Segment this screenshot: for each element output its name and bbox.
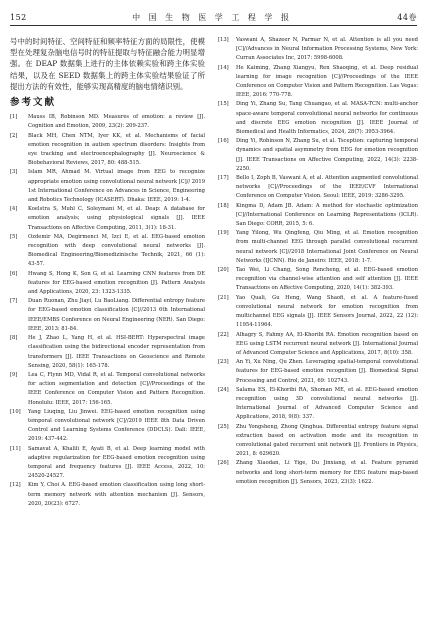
header-rule [10, 25, 417, 26]
reference-item [218, 100, 418, 137]
reference-number: [17] [218, 175, 229, 182]
reference-number: [18] [218, 202, 229, 209]
reference-item [218, 36, 418, 64]
reference-text: Samavat A, Khalili E, Ayati B, et al. Deep learning model with adaptive regularization for EEG-based emotion recognition using temporal and frequency features [J]. IEEE Access, 2022, 10: 24520-24527. [28, 445, 205, 480]
reference-item [10, 481, 205, 509]
reference-number: [16] [218, 138, 229, 145]
reference-item [218, 423, 418, 460]
conclusion-paragraph: 号中的时间特征、空间特征和频率特征方面的局限性，使模型在处理复杂脑电信号时的特征提取与特征融合能力明显增强。在 DEAP 数据集上进行的主体依赖实验和跨主体实验结果，以及在 SEED 数据集上的跨主体实验结果验证了所提出方法的有效性，能够实现高精度的脑电情绪识别。 [10, 37, 205, 91]
reference-text: Hwang S, Hong K, Son G, et al. Learning CNN features from DE features for EEG-based emotion recognition [J]. Pattern Analysis and Applications, 2020, 23: 1323-1335. [28, 270, 205, 296]
page-number: 152 [10, 12, 27, 22]
reference-text: Koelstra S, Muhl C, Soleymani M, et al. Deap: A database for emotion analysis; using physiological signals [J]. IEEE Transactions on Affective Computing, 2011, 3(1): 18-31. [28, 206, 205, 231]
reference-text: Kingma D, Adam JB. Adam: A method for stochastic optimization [C]//International Conference on Learning Representations (ICLR). San Diego: CORR, 2015, 5: 6. [236, 202, 418, 228]
reference-number: [9] [10, 371, 18, 378]
reference-number: [7] [10, 298, 18, 305]
reference-number: [25] [218, 423, 229, 430]
reference-number: [24] [218, 386, 229, 393]
reference-text: Yang Yilong, Wu Qingfeng, Qiu Ming, et al. Emotion recognition from multi-channel EEG through parallel convolutional recurrent neural network [C]//2018 International Joint Conference on Neural Networks (IJCNN). Rio de Janeiro: IEEE, 2018: 1-7. [236, 230, 418, 264]
reference-item [10, 205, 205, 233]
reference-text: Zhu Yongsheng, Zhong Qinghua. Differential entropy feature signal extraction based on activation mode and its recognition in convolutional gated recurrent unit network [J]. Frontiers in Physics, 2021, 8: 629620. [236, 423, 418, 458]
reference-item [10, 270, 205, 298]
reference-text: An Yi, Xu Ning, Qu Zhen. Leveraging spatial-temporal convolutional features for EEG-based emotion recognition [J]. Biomedical Signal Processing and Control, 2021, 69: 102743. [236, 359, 418, 384]
reference-item [218, 294, 418, 331]
reference-item [218, 64, 418, 101]
reference-item [10, 334, 205, 371]
reference-text: Ozdemir MA, Degirmenci M, Izci E, et al. EEG-based emotion recognition with deep convolutional neural networks [J]. Biomedical Engineering/Biomedizinische Technik, 2021, 66 (1): 43-57. [28, 233, 205, 268]
right-column [218, 36, 418, 487]
reference-item [218, 174, 418, 202]
reference-number: [3] [10, 169, 18, 176]
reference-text: Islam MR, Ahmad M. Virtual image from EEG to recognize appropriate emotion using convolutional neural network [C]// 2019 1st International Conference on Advances in Science, Engineering and Robotics Technology (ICASERT). Dhaka: IEEE, 2019: 1-4. [28, 169, 205, 204]
reference-number: [4] [10, 206, 18, 213]
reference-item [10, 371, 205, 408]
reference-number: [8] [10, 335, 18, 342]
reference-number: [22] [218, 331, 229, 338]
reference-number: [26] [218, 460, 229, 467]
reference-number: [13] [218, 37, 229, 43]
references-heading: 参考文献 [10, 97, 57, 109]
reference-text: He Kaiming, Zhang Xiangyu, Ren Shaoqing, et al. Deep residual learning for image recognition [C]//Proceedings of the IEEE Conference on Computer Vision and Pattern Recognition. Las Vegas: IEEE, 2016: 770-778. [236, 64, 418, 99]
reference-text: Mauss IB, Robinson MD. Measures of emotion: a review [J]. Cognition and Emotion, 2009, 23(2): 209-237. [28, 114, 205, 130]
reference-number: [14] [218, 64, 229, 71]
reference-number: [1] [10, 114, 18, 121]
reference-item [218, 331, 418, 359]
volume-label: 44卷 [397, 12, 417, 22]
reference-number: [5] [10, 233, 18, 240]
reference-number: [21] [218, 294, 229, 301]
reference-number: [20] [218, 267, 229, 274]
reference-number: [19] [218, 230, 229, 237]
reference-text: Zhang Xiaodan, Li Yige, Du Jinxiang, et al. Feature pyramid networks and long short-term memory for EEG feature map-based emotion recognition [J]. Sensors, 2023, 23(3): 1622. [236, 460, 418, 485]
reference-item [218, 266, 418, 294]
left-column [10, 36, 205, 509]
reference-text: Salama ES, El-Khoribi RA, Shoman ME, et al. EEG-based emotion recognition using 3D convolutional neural networks [J]. International Journal of Advanced Computer Science and Applications, 2018, 9(8): 337. [236, 386, 418, 421]
reference-number: [2] [10, 132, 18, 139]
reference-text: Kim Y, Choi A. EEG-based emotion classification using long short-term memory network with attention mechanism [J]. Sensors, 2020, 20(23): 6727. [28, 482, 205, 507]
reference-text: Yang Liuqing, Liu Jinwei. EEG-based emotion recognition using temporal convolutional network [C]//2019 IEEE 8th Data Driven Control and Learning Systems Conference (DDCLS). Dali: IEEE, 2019: 437-442. [28, 408, 205, 443]
reference-item [10, 132, 205, 169]
reference-number: [6] [10, 270, 18, 277]
reference-item [218, 229, 418, 266]
reference-text: He J, Zhao L, Yang H, et al. HSI-BERT: Hyperspectral image classification using the bidirectional encoder representation from transformers [J]. IEEE Transactions on Geoscience and Remote Sensing, 2020, 58(1): 165-178. [28, 335, 205, 369]
reference-list-right [218, 36, 418, 487]
reference-item [10, 445, 205, 482]
reference-item [218, 358, 418, 386]
reference-text: Black MH, Chen NTM, Iyer KK, et al. Mechanisms of facial emotion recognition in autism spectrum disorders: Insights from eye tracking and electroencephalography [J]. Neuroscience & Biobehavioral Reviews, 2017, 80: 488-515. [28, 132, 205, 167]
reference-item [218, 137, 418, 174]
reference-item [10, 233, 205, 270]
reference-text: Vaswani A, Shazeer N, Parmar N, et al. Attention is all you need [C]//Advances in Neural Information Processing Systems, New York: Curran Associates Inc, 2017: 5998-6008. [236, 37, 418, 62]
reference-item [10, 408, 205, 445]
reference-text: Yao Quali, Gu Heng, Wang Shaofi, et al. A feature-fused convolutional neural network for emotion recognition from multichannel EEG signals [J]. IEEE Sensors Journal, 2022, 22 (12): 11954-11964. [236, 294, 418, 329]
reference-number: [23] [218, 359, 229, 366]
reference-item [10, 297, 205, 334]
reference-text: Bello I, Zoph B, Vaswani A, et al. Attention augmented convolutional networks [C]//Proceedings of the IEEE/CVF International Conference on Computer Vision. Seoul: IEEE, 2019: 3286-3295. [236, 175, 418, 200]
reference-number: [11] [10, 445, 21, 452]
reference-number: [15] [218, 101, 229, 108]
reference-list-left [10, 113, 205, 509]
reference-text: Ding Yi, Robinson N, Zhang Su, et al. Tsception: capturing temporal dynamics and spatial asymmetry from EEG for emotion recognition [J]. IEEE Transactions on Affective Computing, 2022, 14(3): 2238-2250. [236, 138, 418, 172]
reference-text: Ding Yi, Zhang Su, Tang Chuangao, et al. MASA-TCN: multi-anchor space-aware temporal convolutional neural networks for continuous and discrete EEG emotion recognition [J]. IEEE Journal of Biomedical and Health Informatics, 2024, 28(7): 3953-3964. [236, 101, 418, 136]
journal-title: 中 国 生 物 医 学 工 程 学 报 [132, 12, 292, 22]
reference-item [218, 386, 418, 423]
reference-item [10, 113, 205, 131]
page-header [10, 10, 417, 24]
reference-text: Duan Ruonan, Zhu Jiayi, Lu BaoLiang. Differential entropy feature for EEG-based emotion classification [C]//2013 6th International IEEE/EMBS Conference on Neural Engineering (NER). San Diego: IEEE, 2013: 81-84. [28, 298, 205, 332]
reference-item [10, 168, 205, 205]
reference-text: Tao Wei, Li Chang, Song Rencheng, et al. EEG-based emotion recognition via channel-wise attention and self attention [J]. IEEE Transactions on Affective Computing, 2020, 14(1): 382-393. [236, 267, 418, 292]
reference-item [218, 459, 418, 487]
reference-text: Alhagry S, Fahmy AA, El-Khoribi RA. Emotion recognition based on EEG using LSTM recurrent neural network [J]. International Journal of Advanced Computer Science and Applications, 2017, 8(10): 358. [236, 331, 418, 356]
reference-number: [12] [10, 482, 21, 489]
reference-number: [10] [10, 408, 21, 415]
reference-item [218, 202, 418, 230]
reference-text: Lea C, Flynn MD, Vidal R, et al. Temporal convolutional networks for action segmentation and detection [C]//Proceedings of the IEEE Conference on Computer Vision and Pattern Recognition. Honolulu: IEEE, 2017: 156-165. [28, 371, 205, 406]
